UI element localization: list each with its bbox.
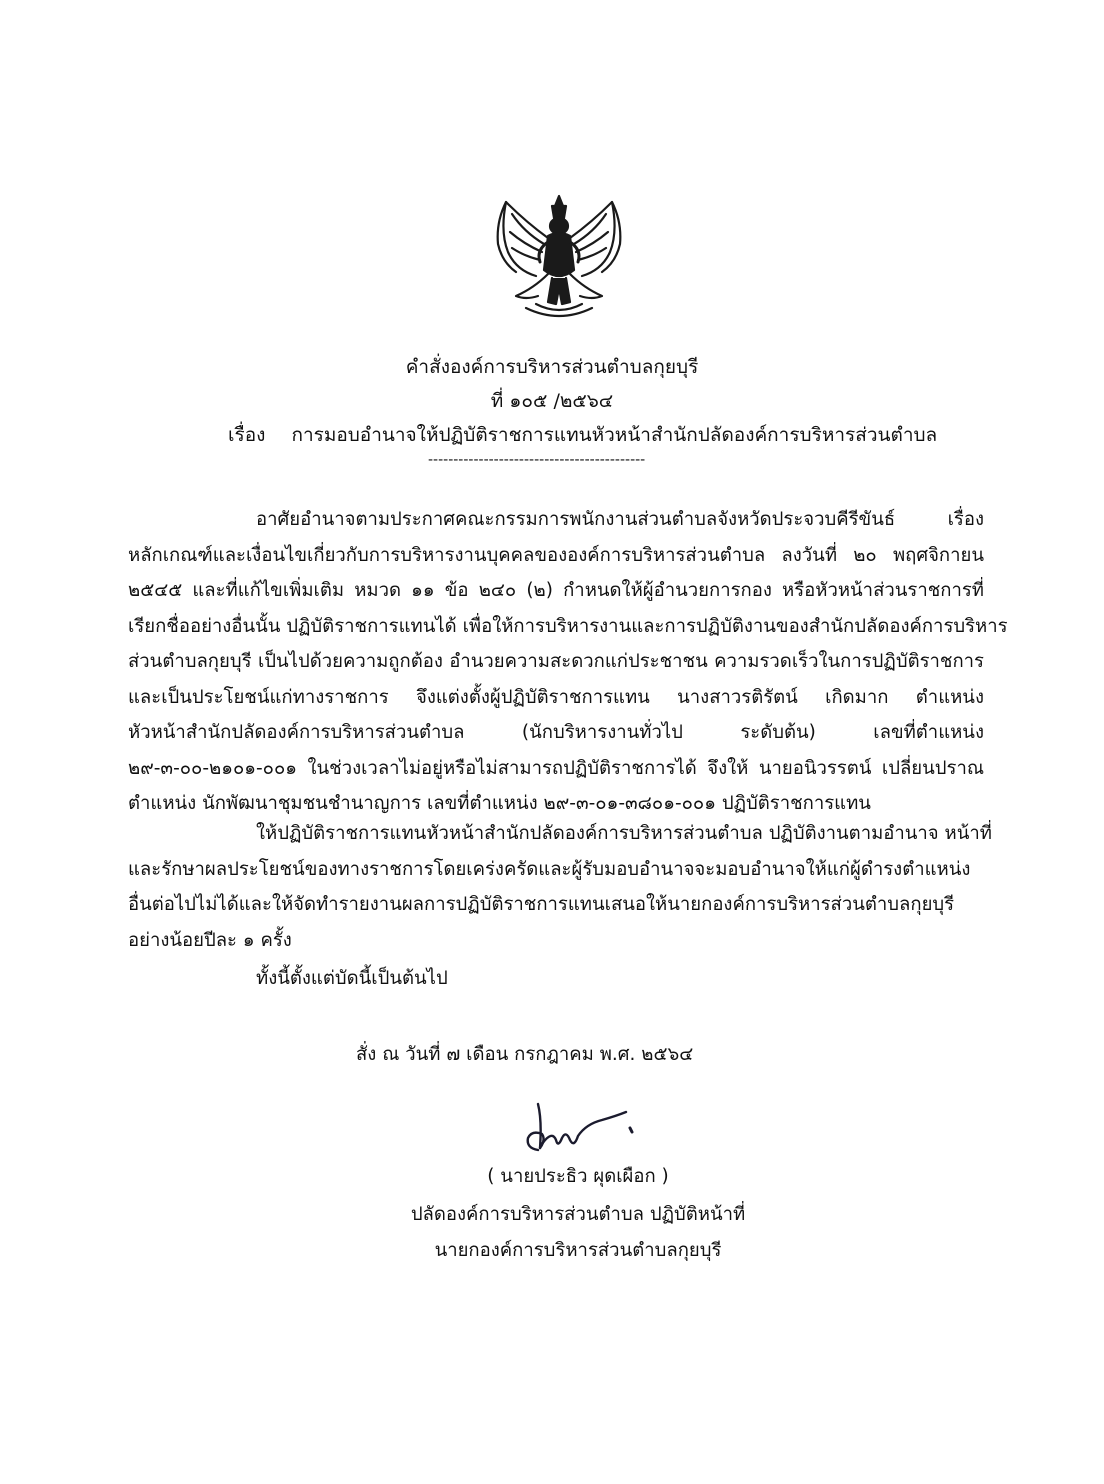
paragraph-line: ส่วนตำบลกุยบุรี เป็นไปด้วยความถูกต้อง อำนวยความสะดวกแก่ประชาชน ความรวดเร็วในการปฏิบัติราชการ [128, 651, 984, 672]
paragraph-line: ๒๕๔๕ และที่แก้ไขเพิ่มเติม หมวด ๑๑ ข้อ ๒๔๐ (๒) กำหนดให้ผู้อำนวยการกอง หรือหัวหน้าส่วนราชการที่ [128, 580, 984, 601]
paragraph-line: เรียกชื่ออย่างอื่นนั้น ปฏิบัติราชการแทนได้ เพื่อให้การบริหารงานและการปฏิบัติงานของสำนักปลัดองค์การบริหาร [128, 615, 1008, 637]
effective-statement: ทั้งนี้ตั้งแต่บัดนี้เป็นต้นไป [256, 968, 448, 989]
paragraph-line: และรักษาผลประโยชน์ของทางราชการโดยเคร่งครัดและผู้รับมอบอำนาจจะมอบอำนาจให้แก่ผู้ดำรงตำแหน่ง [128, 858, 971, 880]
divider-line: ------------------------------------------- [428, 452, 646, 468]
order-title: คำสั่งองค์การบริหารส่วนตำบลกุยบุรี [405, 356, 699, 378]
paragraph-line: ตำแหน่ง นักพัฒนาชุมชนชำนาญการ เลขที่ตำแหน่ง ๒๙-๓-๐๑-๓๘๐๑-๐๐๑ ปฏิบัติราชการแทน [128, 793, 871, 814]
paragraph-line: หัวหน้าสำนักปลัดองค์การบริหารส่วนตำบล (นักบริหารงานทั่วไป ระดับต้น) เลขที่ตำแหน่ง [128, 722, 984, 743]
paragraph-line: อื่นต่อไปไม่ได้และให้จัดทำรายงานผลการปฏิบัติราชการแทนเสนอให้นายกองค์การบริหารส่วนตำบลกุยบุรี [128, 894, 955, 915]
paragraph-duties [128, 816, 992, 958]
paragraph-line: ให้ปฏิบัติราชการแทนหัวหน้าสำนักปลัดองค์การบริหารส่วนตำบล ปฏิบัติงานตามอำนาจ หน้าที่ [256, 823, 992, 844]
signature-icon [512, 1100, 642, 1162]
order-number: ที่ ๑๐๕ /๒๕๖๔ [490, 390, 614, 412]
subject-line [228, 420, 937, 450]
signer-position-1: ปลัดองค์การบริหารส่วนตำบล ปฏิบัติหน้าที่ [410, 1204, 746, 1225]
paragraph-line: อาศัยอำนาจตามประกาศคณะกรรมการพนักงานส่วนตำบลจังหวัดประจวบคีรีขันธ์ เรื่อง [256, 509, 984, 530]
signer-name: ( นายประธิว ผุดเผือก ) [487, 1166, 669, 1187]
paragraph-line: อย่างน้อยปีละ ๑ ครั้ง [128, 929, 292, 951]
paragraph-line: หลักเกณฑ์และเงื่อนไขเกี่ยวกับการบริหารงานบุคคลขององค์การบริหารส่วนตำบล ลงวันที่ ๒๐ พฤศจิกายน [128, 544, 984, 566]
paragraph-authority [128, 502, 1008, 822]
paragraph-line: ๒๙-๓-๐๐-๒๑๐๑-๐๐๑ ในช่วงเวลาไม่อยู่หรือไม่สามารถปฏิบัติราชการได้ จึงให้ นายอนิวรรตน์ เปลี่ยนปราณ [128, 757, 984, 779]
subject-text: การมอบอำนาจให้ปฏิบัติราชการแทนหัวหน้าสำนักปลัดองค์การบริหารส่วนตำบล [291, 424, 938, 446]
paragraph-line: และเป็นประโยชน์แก่ทางราชการ จึงแต่งตั้งผู้ปฏิบัติราชการแทน นางสาวรติรัตน์ เกิดมาก ตำแหน่ง [128, 686, 984, 708]
subject-label: เรื่อง [228, 424, 266, 446]
order-date: สั่ง ณ วันที่ ๗ เดือน กรกฎาคม พ.ศ. ๒๕๖๔ [356, 1044, 694, 1065]
signer-position-2: นายกองค์การบริหารส่วนตำบลกุยบุรี [434, 1240, 722, 1261]
garuda-emblem-icon [486, 192, 632, 324]
